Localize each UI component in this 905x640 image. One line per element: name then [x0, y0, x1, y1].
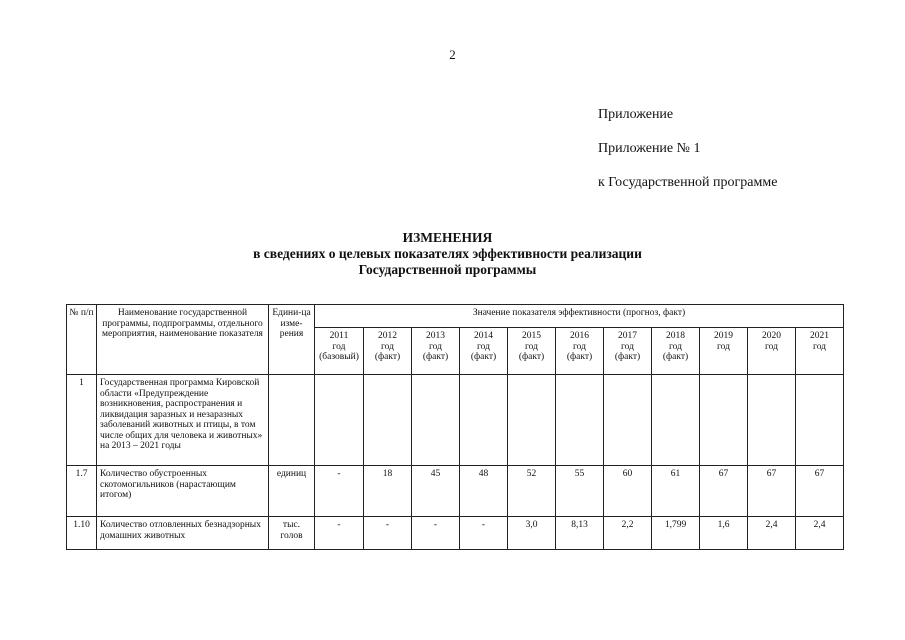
appendix-line-1: Приложение — [598, 107, 674, 122]
header-year-word: год — [669, 341, 682, 352]
header-year-word: год — [477, 341, 490, 352]
row-indicator-name: Количество отловленных безнадзорных домашних животных — [97, 517, 269, 550]
header-year-year: 2019 — [714, 331, 733, 341]
row-value-2014: 48 — [460, 466, 508, 517]
table-row — [67, 466, 844, 517]
header-year-note: (факт) — [518, 352, 545, 362]
table-row — [67, 375, 844, 466]
row-value-2013 — [412, 375, 460, 466]
row-value-2018: 61 — [652, 466, 700, 517]
row-value-2016 — [556, 375, 604, 466]
row-value-2020: 2,4 — [748, 517, 796, 550]
row-value-2012: - — [364, 517, 412, 550]
header-year-word: год — [813, 341, 827, 352]
header-year-year: 2013 — [426, 331, 445, 341]
row-indicator-name: Количество обустроенных скотомогильников (нарастающим итогом) — [97, 466, 269, 517]
header-year-year: 2015 — [522, 331, 541, 341]
row-value-2020: 67 — [748, 466, 796, 517]
header-num: № п/п — [67, 305, 97, 375]
header-year-word: год — [332, 341, 346, 352]
row-number: 1.7 — [67, 466, 97, 517]
row-value-2013: 45 — [412, 466, 460, 517]
row-value-2021: 67 — [796, 466, 844, 517]
header-year-year: 2014 — [474, 331, 493, 341]
row-unit: единиц — [269, 466, 315, 517]
header-year-year: 2017 — [618, 331, 637, 341]
header-year-year: 2021 — [810, 331, 830, 341]
row-value-2011: - — [315, 517, 364, 550]
header-year-word: год — [429, 341, 442, 352]
appendix-line-3: к Государственной программе — [598, 175, 778, 190]
header-year-2017 — [604, 328, 652, 375]
header-year-year: 2012 — [378, 331, 397, 341]
row-value-2013: - — [412, 517, 460, 550]
header-year-word: год — [765, 341, 778, 352]
row-value-2017: 60 — [604, 466, 652, 517]
row-value-2019: 67 — [700, 466, 748, 517]
header-year-2018 — [652, 328, 700, 375]
header-year-2019 — [700, 328, 748, 375]
header-year-2016 — [556, 328, 604, 375]
header-year-word: год — [381, 341, 394, 352]
header-year-2013 — [412, 328, 460, 375]
row-value-2018: 1,799 — [652, 517, 700, 550]
row-value-2015: 52 — [508, 466, 556, 517]
row-value-2021 — [796, 375, 844, 466]
row-value-2012: 18 — [364, 466, 412, 517]
header-year-year: 2018 — [666, 331, 685, 341]
row-unit: тыс. голов — [269, 517, 315, 550]
header-name: Наименование государственной программы, подпрограммы, отдельного мероприятия, наименование показателя — [97, 305, 269, 375]
header-year-note: (факт) — [422, 352, 449, 362]
title-line-3: Государственной программы — [358, 262, 537, 277]
title-line-1: ИЗМЕНЕНИЯ — [402, 230, 493, 245]
header-year-year: 2011 — [329, 331, 349, 341]
indicators-table — [66, 304, 844, 550]
header-unit: Едини-ца изме-рения — [269, 305, 315, 375]
header-year-word: год — [717, 341, 730, 352]
row-value-2019: 1,6 — [700, 517, 748, 550]
row-value-2020 — [748, 375, 796, 466]
header-year-2011 — [315, 328, 364, 375]
header-year-2021 — [796, 328, 844, 375]
header-year-2020 — [748, 328, 796, 375]
row-value-2012 — [364, 375, 412, 466]
row-value-2016: 8,13 — [556, 517, 604, 550]
row-value-2017 — [604, 375, 652, 466]
header-year-word: год — [573, 341, 586, 352]
header-year-2015 — [508, 328, 556, 375]
page-number: 2 — [449, 47, 456, 62]
row-value-2019 — [700, 375, 748, 466]
row-number: 1.10 — [67, 517, 97, 550]
row-value-2015: 3,0 — [508, 517, 556, 550]
header-year-note: (факт) — [614, 352, 641, 362]
row-unit — [269, 375, 315, 466]
header-values-group: Значение показателя эффективности (прогноз, факт) — [315, 305, 844, 328]
header-year-note: (факт) — [662, 352, 689, 362]
table-row — [67, 517, 844, 550]
row-indicator-name: Государственная программа Кировской области «Предупреждение возникновения, распространения и ликвидация заразных и незаразных заболеваний животных и птицы, в том числе общих для человека и животных» на 2013 – 2021 годы — [97, 375, 269, 466]
header-year-word: год — [525, 341, 538, 352]
header-year-note: (факт) — [566, 352, 593, 362]
row-value-2021: 2,4 — [796, 517, 844, 550]
row-value-2017: 2,2 — [604, 517, 652, 550]
row-value-2011 — [315, 375, 364, 466]
title-line-2: в сведениях о целевых показателях эффективности реализации — [253, 246, 642, 261]
appendix-line-2: Приложение № 1 — [598, 141, 701, 156]
header-year-note: (факт) — [470, 352, 497, 362]
document-title — [0, 230, 895, 278]
header-year-word: год — [621, 341, 634, 352]
row-number: 1 — [67, 375, 97, 466]
row-value-2018 — [652, 375, 700, 466]
row-value-2011: - — [315, 466, 364, 517]
header-year-note: (факт) — [374, 352, 401, 362]
row-value-2016: 55 — [556, 466, 604, 517]
header-year-2012 — [364, 328, 412, 375]
header-year-note: (базовый) — [319, 352, 359, 362]
header-year-year: 2020 — [762, 331, 781, 341]
row-value-2014: - — [460, 517, 508, 550]
header-year-2014 — [460, 328, 508, 375]
row-value-2015 — [508, 375, 556, 466]
row-value-2014 — [460, 375, 508, 466]
header-year-year: 2016 — [570, 331, 589, 341]
